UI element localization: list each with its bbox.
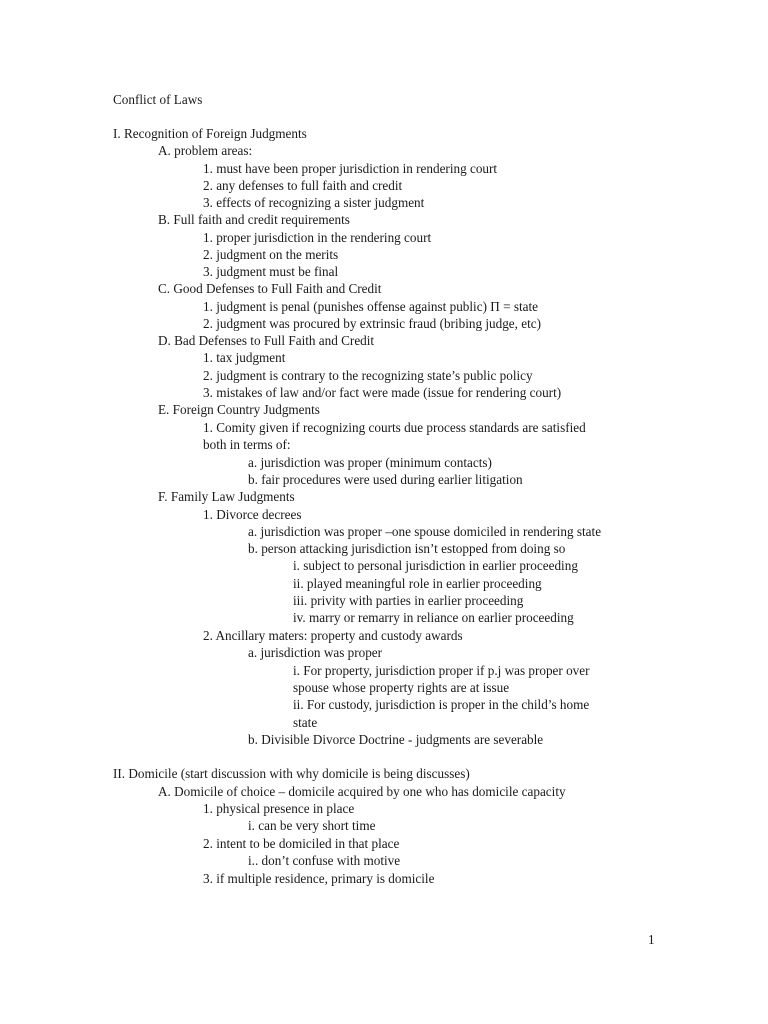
outline-item: 3. effects of recognizing a sister judgment — [203, 195, 425, 210]
outline-item: 1. judgment is penal (punishes offense against public) Π = state — [203, 299, 538, 314]
outline-item: A. Domicile of choice – domicile acquired by one who has domicile capacity — [158, 784, 566, 799]
outline-item: b. fair procedures were used during earlier litigation — [248, 472, 523, 487]
outline-item: 2. judgment was procured by extrinsic fraud (bribing judge, etc) — [203, 316, 542, 331]
outline-item: 3. if multiple residence, primary is domicile — [203, 871, 435, 886]
outline-item: A. problem areas: — [158, 143, 253, 158]
outline-item: 1. physical presence in place — [203, 801, 355, 816]
document-title: Conflict of Laws — [113, 92, 203, 107]
outline-item: i. can be very short time — [248, 818, 376, 833]
outline-item: ii. For custody, jurisdiction is proper in the child’s home — [293, 697, 590, 712]
outline-item: 1. tax judgment — [203, 350, 286, 365]
outline-item: E. Foreign Country Judgments — [158, 402, 320, 417]
outline-item: 2. any defenses to full faith and credit — [203, 178, 403, 193]
outline-item: a. jurisdiction was proper (minimum contacts) — [248, 455, 492, 470]
outline-item: a. jurisdiction was proper — [248, 645, 383, 660]
outline-item: 2. judgment is contrary to the recognizing state’s public policy — [203, 368, 533, 383]
outline-item: D. Bad Defenses to Full Faith and Credit — [158, 333, 375, 348]
outline-item: both in terms of: — [203, 437, 291, 452]
section-heading: II. Domicile (start discussion with why domicile is being discusses) — [113, 766, 470, 781]
outline-item: spouse whose property rights are at issue — [293, 680, 510, 695]
outline-item: 2. Ancillary maters: property and custody awards — [203, 628, 463, 643]
outline-item: 1. must have been proper jurisdiction in rendering court — [203, 161, 498, 176]
outline-item: F. Family Law Judgments — [158, 489, 295, 504]
outline-item: a. jurisdiction was proper –one spouse domiciled in rendering state — [248, 524, 602, 539]
outline-item: B. Full faith and credit requirements — [158, 212, 350, 227]
outline-item: 1. Comity given if recognizing courts due process standards are satisfied — [203, 420, 586, 435]
outline-item: 1. Divorce decrees — [203, 507, 302, 522]
outline-item: iv. marry or remarry in reliance on earlier proceeding — [293, 610, 574, 625]
outline-item: b. Divisible Divorce Doctrine - judgments are severable — [248, 732, 544, 747]
outline-item: 2. intent to be domiciled in that place — [203, 836, 400, 851]
outline-item: state — [293, 715, 318, 730]
page-number: 1 — [648, 932, 655, 947]
outline-item: 1. proper jurisdiction in the rendering court — [203, 230, 432, 245]
outline-item: C. Good Defenses to Full Faith and Credit — [158, 281, 382, 296]
outline-item: i.. don’t confuse with motive — [248, 853, 401, 868]
outline-item: 3. mistakes of law and/or fact were made (issue for rendering court) — [203, 385, 562, 400]
section-heading: I. Recognition of Foreign Judgments — [113, 126, 307, 141]
outline-item: ii. played meaningful role in earlier proceeding — [293, 576, 542, 591]
outline-item: b. person attacking jurisdiction isn’t estopped from doing so — [248, 541, 566, 556]
outline-item: 3. judgment must be final — [203, 264, 339, 279]
outline-item: 2. judgment on the merits — [203, 247, 339, 262]
outline-item: i. For property, jurisdiction proper if p.j was proper over — [293, 663, 590, 678]
outline-item: i. subject to personal jurisdiction in earlier proceeding — [293, 558, 578, 573]
outline-item: iii. privity with parties in earlier proceeding — [293, 593, 524, 608]
